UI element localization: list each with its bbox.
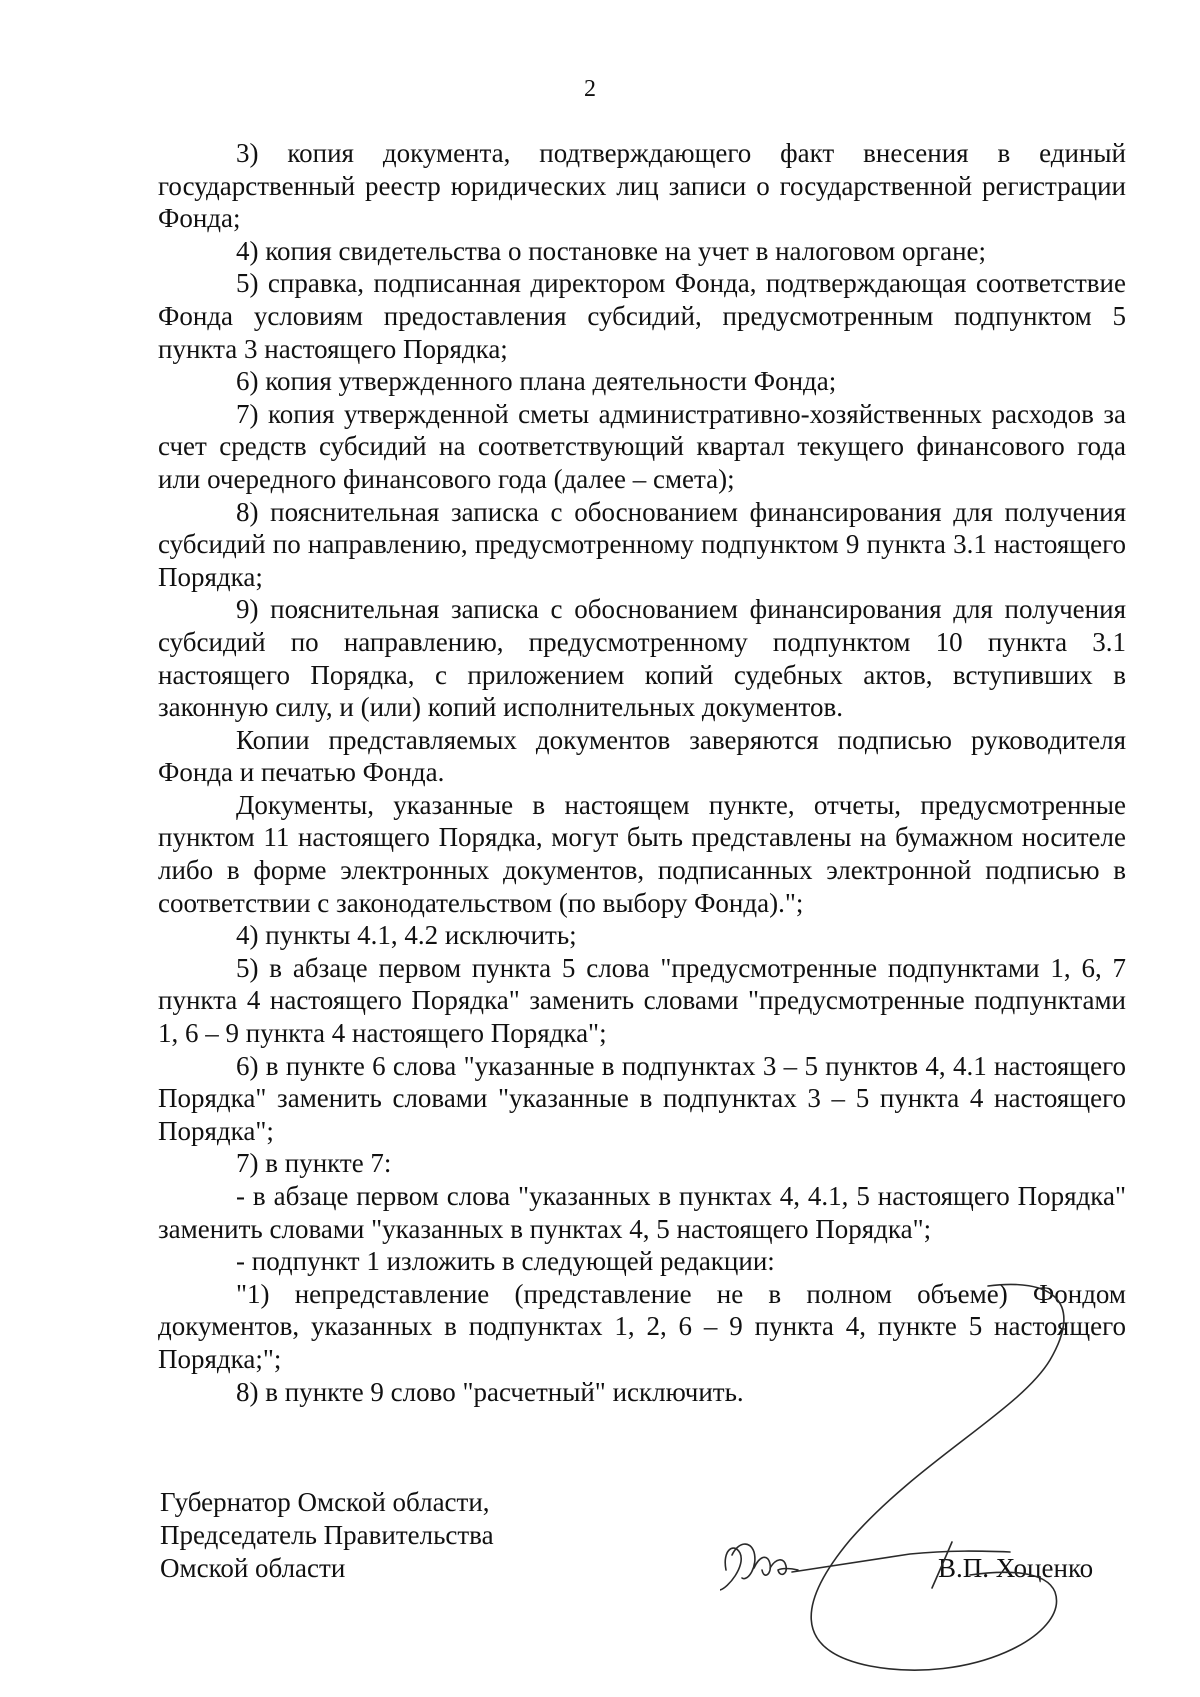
paragraph-item-5: 5) справка, подписанная директором Фонда, подтверждающая соответствие Фонда условиям предоставления субсидий, предусмотренным подпунктом 5 пункта 3 настоящего Порядка;: [158, 268, 1126, 364]
paragraph-amendment-7-second: - подпункт 1 изложить в следующей редакции:: [236, 1246, 775, 1277]
paragraph-item-3: 3) копия документа, подтверждающего факт внесения в единый государственный реестр юридических лиц записи о государственной регистрации Фонда;: [158, 138, 1126, 234]
paragraph-copies-certification: Копии представляемых документов заверяются подписью руководителя Фонда и печатью Фонда.: [158, 724, 1126, 788]
page-number: 2: [584, 76, 596, 102]
paragraph-amendment-5: 5) в абзаце первом пункта 5 слова "предусмотренные подпунктами 1, 6, 7 пункта 4 настоящего Порядка" заменить словами "предусмотренные подпунктами 1, 6 – 9 пункта 4 настоящего Порядка";: [158, 952, 1126, 1049]
document-body: [158, 137, 1126, 1408]
paragraph-item-7: 7) копия утвержденной сметы административно-хозяйственных расходов за счет средств субсидий на соответствующий квартал текущего финансового года или очередного финансового года (далее – смета);: [158, 398, 1126, 494]
signatory-position: [160, 1486, 494, 1585]
paragraph-item-6: 6) копия утвержденного плана деятельности Фонда;: [236, 366, 837, 397]
paragraph-amendment-7-first: - в абзаце первом слова "указанных в пунктах 4, 4.1, 5 настоящего Порядка" заменить словами "указанных в пунктах 4, 5 настоящего Порядка";: [158, 1181, 1126, 1244]
paragraph-amendment-7: 7) в пункте 7:: [236, 1148, 392, 1179]
paragraph-amendment-4: 4) пункты 4.1, 4.2 исключить;: [236, 920, 577, 951]
signatory-title-line-1: Губернатор Омской области,: [160, 1487, 490, 1517]
paragraph-item-9: 9) пояснительная записка с обоснованием финансирования для получения субсидий по направлению, предусмотренному подпунктом 10 пункта 3.1 настоящего Порядка, с приложением копий судебных актов, вступивших в законную силу, и (или) копий исполнительных документов.: [158, 594, 1126, 723]
signatory-name: В.П. Хоценко: [938, 1553, 1094, 1583]
paragraph-item-8: 8) пояснительная записка с обоснованием финансирования для получения субсидий по направлению, предусмотренному подпунктом 9 пункта 3.1 настоящего Порядка;: [158, 496, 1126, 592]
paragraph-amendment-8: 8) в пункте 9 слово "расчетный" исключить.: [236, 1376, 744, 1407]
signatory-title-line-2: Председатель Правительства: [160, 1520, 494, 1550]
signatory-title-line-3: Омской области: [160, 1553, 346, 1583]
paragraph-documents-format: Документы, указанные в настоящем пункте, отчеты, предусмотренные пунктом 11 настоящего Порядка, могут быть представлены на бумажном носителе либо в форме электронных документов, подписанных электронной подписью в соответствии с законодательством (по выбору Фонда).";: [158, 789, 1126, 918]
paragraph-item-4: 4) копия свидетельства о постановке на учет в налоговом органе;: [236, 235, 987, 266]
handwritten-signature: [720, 1270, 1120, 1680]
paragraph-amendment-7-new-text: "1) непредставление (представление не в полном объеме) Фондом документов, указанных в подпунктах 1, 2, 6 – 9 пункта 4, пункте 5 настоящего Порядка;";: [158, 1278, 1126, 1374]
paragraph-amendment-6: 6) в пункте 6 слова "указанные в подпунктах 3 – 5 пунктов 4, 4.1 настоящего Порядка" заменить словами "указанные в подпунктах 3 – 5 пункта 4 настоящего Порядка";: [158, 1050, 1126, 1146]
